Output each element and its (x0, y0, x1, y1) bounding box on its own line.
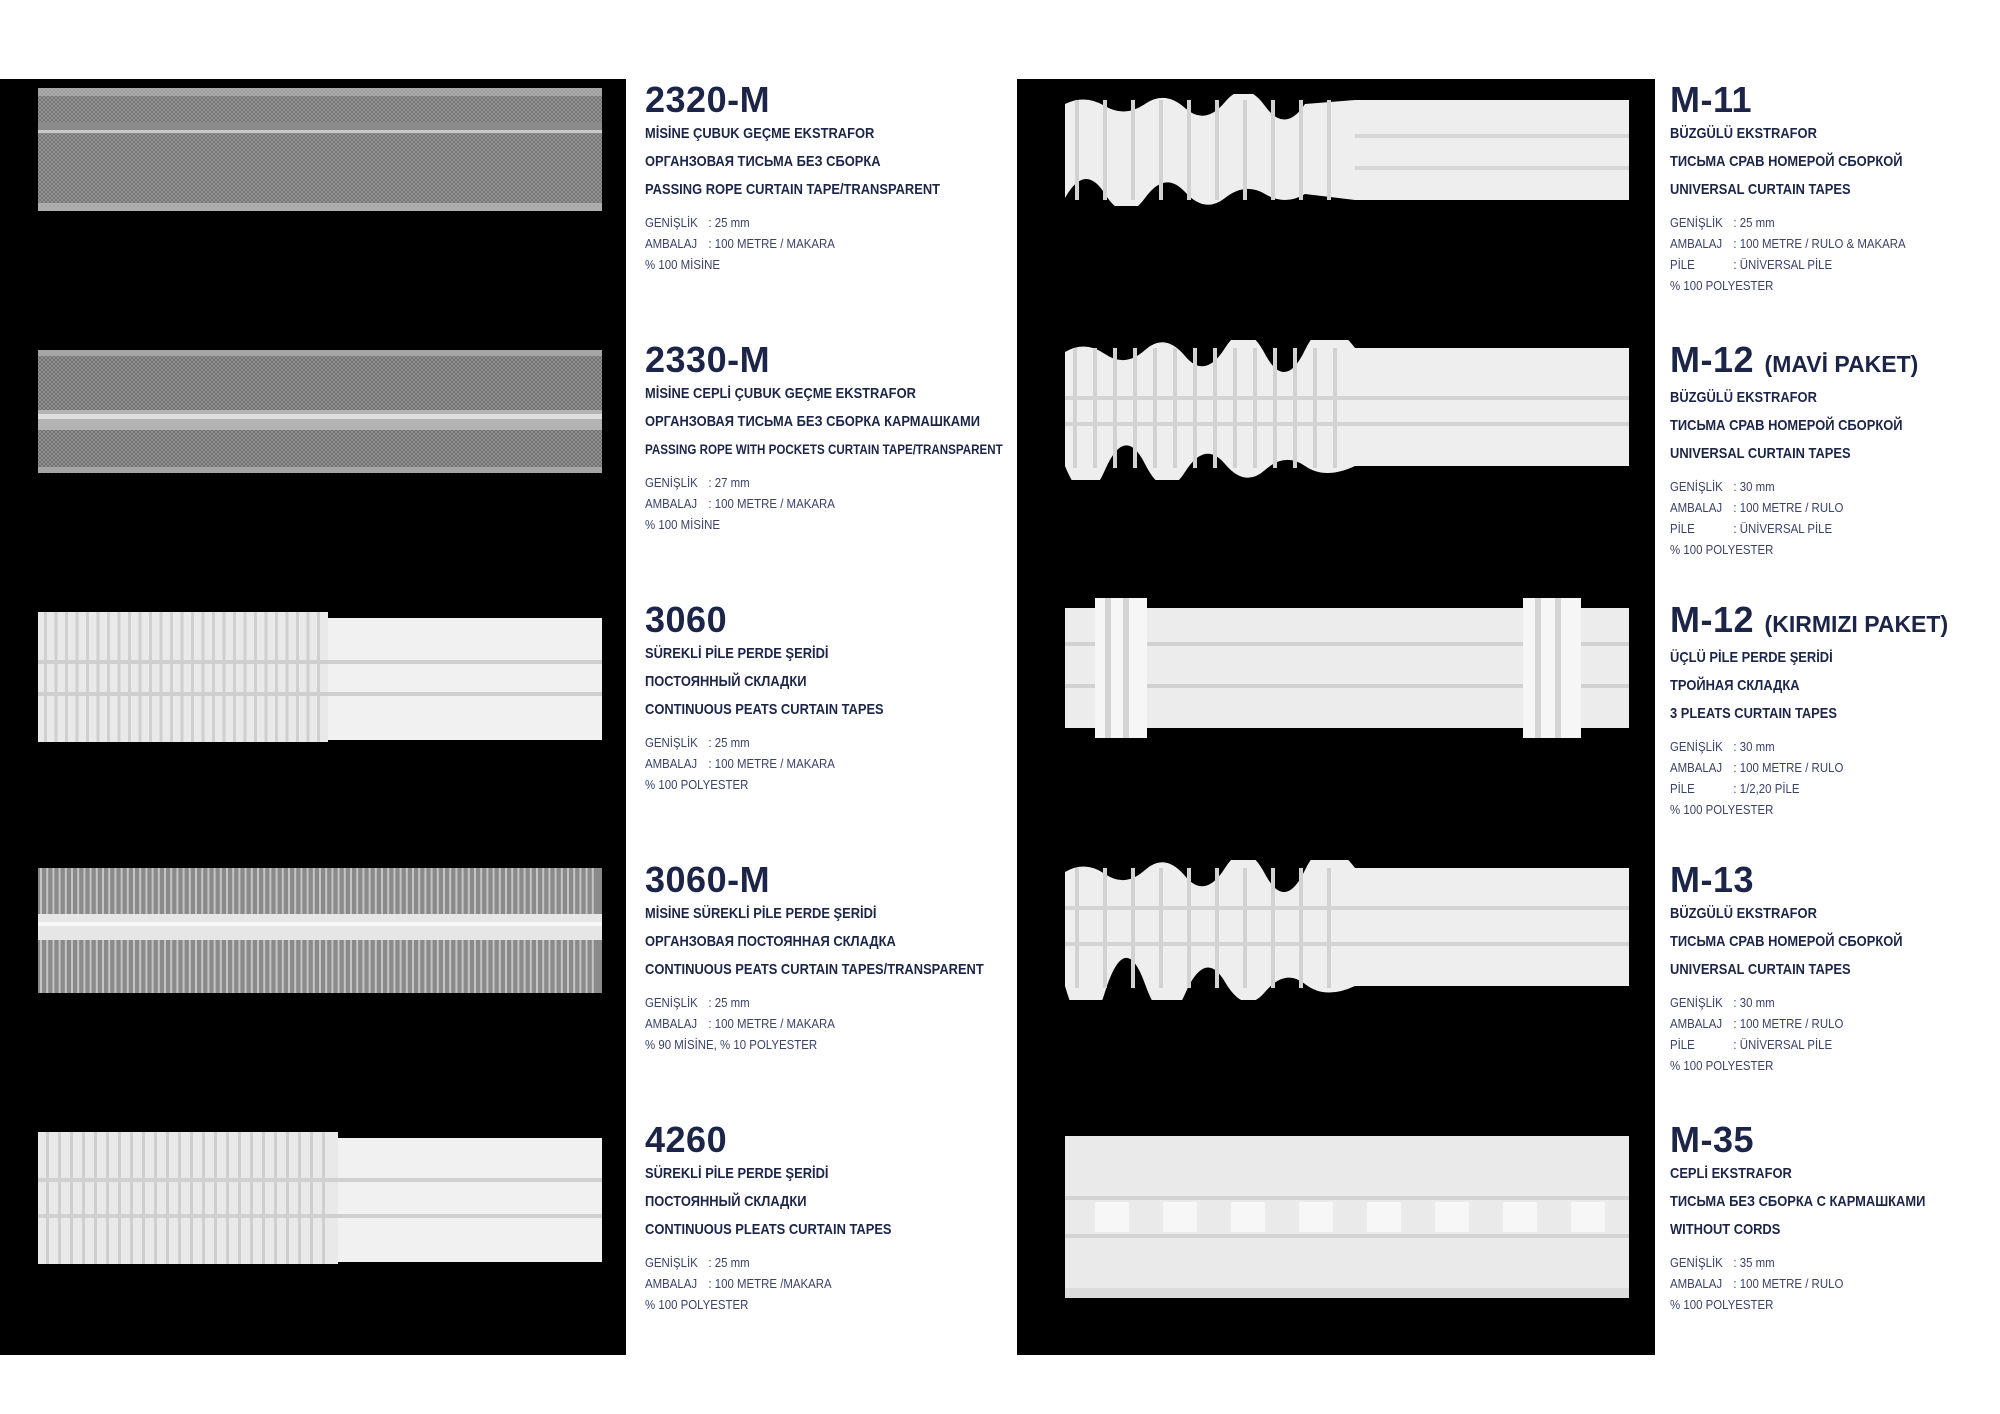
desc-english: PASSING ROPE CURTAIN TAPE/TRANSPARENT (645, 181, 941, 198)
desc-english: CONTINUOUS PLEATS CURTAIN TAPES (645, 1221, 892, 1238)
desc-english: CONTINUOUS PEATS CURTAIN TAPES (645, 701, 884, 718)
product-4260 (645, 1120, 985, 1315)
spec-packaging: AMBALAJ : 100 METRE / RULO & MAKARA (1670, 236, 1906, 251)
product-3060 (645, 600, 985, 795)
product-code: 3060-M (645, 859, 771, 900)
desc-english: 3 PLEATS CURTAIN TAPES (1670, 705, 1838, 722)
product-m-12-kirmizi (1670, 600, 2000, 820)
package-color-label: (KIRMIZI PAKET) (1764, 611, 1949, 637)
tape-image-m-12-mavi (1065, 340, 1629, 480)
spec-packaging: AMBALAJ : 100 METRE /MAKARA (645, 1276, 832, 1291)
desc-turkish: MİSİNE CEPLİ ÇUBUK GEÇME EKSTRAFOR (645, 385, 916, 402)
spec-width: GENİŞLİK : 25 mm (645, 995, 750, 1010)
spec-list (645, 1252, 985, 1315)
tape-image-2320-m (38, 88, 602, 211)
product-2320-m (645, 80, 985, 275)
desc-english: UNIVERSAL CURTAIN TAPES (1670, 445, 1851, 462)
desc-russian: ТИСЬМА БЕЗ СБОРКА С КАРМАШКАМИ (1670, 1193, 1926, 1210)
tape-image-m-12-kirmizi (1065, 598, 1629, 738)
spec-width: GENİŞLİK : 30 mm (1670, 995, 1775, 1010)
tape-image-2330-m (38, 350, 602, 473)
spec-width: GENİŞLİK : 30 mm (1670, 739, 1775, 754)
spec-width: GENİŞLİK : 25 mm (1670, 215, 1775, 230)
tape-image-m-11 (1065, 94, 1629, 206)
spec-pleat: PİLE : 1/2,20 PİLE (1670, 781, 1800, 796)
product-code: M-11 (1670, 79, 1753, 120)
spec-list (1670, 736, 2000, 820)
spec-packaging: AMBALAJ : 100 METRE / MAKARA (645, 236, 835, 251)
spec-width: GENİŞLİK : 30 mm (1670, 479, 1775, 494)
spec-packaging: AMBALAJ : 100 METRE / MAKARA (645, 1016, 835, 1031)
spec-packaging: AMBALAJ : 100 METRE / RULO (1670, 1276, 1844, 1291)
product-3060-m (645, 860, 985, 1055)
desc-english: UNIVERSAL CURTAIN TAPES (1670, 181, 1851, 198)
desc-turkish: CEPLİ EKSTRAFOR (1670, 1165, 1792, 1182)
desc-english: UNIVERSAL CURTAIN TAPES (1670, 961, 1851, 978)
spec-pleat: PİLE : ÜNİVERSAL PİLE (1670, 257, 1833, 272)
spec-list (645, 472, 985, 535)
desc-turkish: SÜREKLİ PİLE PERDE ŞERİDİ (645, 645, 829, 662)
spec-material: % 100 POLYESTER (645, 777, 749, 792)
spec-width: GENİŞLİK : 25 mm (645, 215, 750, 230)
product-m-35 (1670, 1120, 2000, 1315)
desc-russian: ТИСЬМА СРАВ НОМЕРОЙ СБОРКОЙ (1670, 417, 1903, 434)
desc-russian: ТРОЙНАЯ СКЛАДКА (1670, 677, 1800, 694)
spec-width: GENİŞLİK : 27 mm (645, 475, 750, 490)
desc-russian: ПОСТОЯННЫЙ СКЛАДКИ (645, 1193, 807, 1210)
spec-packaging: AMBALAJ : 100 METRE / MAKARA (645, 756, 835, 771)
desc-turkish: MİSİNE ÇUBUK GEÇME EKSTRAFOR (645, 125, 875, 142)
desc-turkish: SÜREKLİ PİLE PERDE ŞERİDİ (645, 1165, 829, 1182)
product-code: 2320-M (645, 79, 771, 120)
desc-english: WITHOUT CORDS (1670, 1221, 1781, 1238)
spec-packaging: AMBALAJ : 100 METRE / RULO (1670, 760, 1844, 775)
spec-width: GENİŞLİK : 35 mm (1670, 1255, 1775, 1270)
spec-list (1670, 1252, 2000, 1315)
desc-english: CONTINUOUS PEATS CURTAIN TAPES/TRANSPARENT (645, 961, 984, 978)
desc-russian: ПОСТОЯННЫЙ СКЛАДКИ (645, 673, 807, 690)
spec-material: % 100 POLYESTER (1670, 802, 1774, 817)
desc-turkish: BÜZGÜLÜ EKSTRAFOR (1670, 905, 1817, 922)
tape-image-3060 (38, 608, 602, 748)
spec-pleat: PİLE : ÜNİVERSAL PİLE (1670, 521, 1833, 536)
desc-turkish: BÜZGÜLÜ EKSTRAFOR (1670, 389, 1817, 406)
spec-material: % 100 POLYESTER (645, 1297, 749, 1312)
product-code: M-12 (MAVİ PAKET) (1670, 339, 1919, 380)
desc-russian: ОРГАНЗОВАЯ ТИСЬМА БЕЗ СБОРКА (645, 153, 881, 170)
tape-image-4260 (38, 1128, 602, 1268)
desc-russian: ОРГАНЗОВАЯ ТИСЬМА БЕЗ СБОРКА КАРМАШКАМИ (645, 413, 981, 430)
spec-list (1670, 212, 2000, 296)
product-code: M-12 (KIRMIZI PAKET) (1670, 599, 1949, 640)
spec-packaging: AMBALAJ : 100 METRE / MAKARA (645, 496, 835, 511)
tape-image-m-35 (1065, 1136, 1629, 1298)
package-color-label: (MAVİ PAKET) (1764, 351, 1919, 377)
spec-width: GENİŞLİK : 25 mm (645, 1255, 750, 1270)
spec-material: % 90 MİSİNE, % 10 POLYESTER (645, 1037, 818, 1052)
desc-turkish: ÜÇLÜ PİLE PERDE ŞERİDİ (1670, 649, 1833, 666)
product-m-12-mavi (1670, 340, 2000, 560)
tape-image-3060-m (38, 868, 602, 993)
product-code: 2330-M (645, 339, 771, 380)
desc-english: PASSING ROPE WITH POCKETS CURTAIN TAPE/TRANSPARENT (645, 442, 1003, 457)
spec-pleat: PİLE : ÜNİVERSAL PİLE (1670, 1037, 1833, 1052)
spec-material: % 100 POLYESTER (1670, 1058, 1774, 1073)
spec-width: GENİŞLİK : 25 mm (645, 735, 750, 750)
spec-list (645, 732, 985, 795)
product-code: M-35 (1670, 1119, 1755, 1160)
spec-list (645, 212, 985, 275)
product-2330-m (645, 339, 1003, 535)
tape-image-m-13 (1065, 860, 1629, 1000)
product-code: M-13 (1670, 859, 1755, 900)
spec-material: % 100 POLYESTER (1670, 1297, 1774, 1312)
desc-russian: ТИСЬМА СРАВ НОМЕРОЙ СБОРКОЙ (1670, 153, 1903, 170)
spec-packaging: AMBALAJ : 100 METRE / RULO (1670, 1016, 1844, 1031)
desc-turkish: MİSİNE SÜREKLİ PİLE PERDE ŞERİDİ (645, 905, 877, 922)
spec-list (1670, 476, 2000, 560)
product-code: 3060 (645, 599, 728, 640)
product-m-11 (1670, 80, 2000, 296)
desc-russian: ТИСЬМА СРАВ НОМЕРОЙ СБОРКОЙ (1670, 933, 1903, 950)
spec-packaging: AMBALAJ : 100 METRE / RULO (1670, 500, 1844, 515)
spec-list (645, 992, 985, 1055)
product-m-13 (1670, 860, 2000, 1076)
spec-material: % 100 POLYESTER (1670, 278, 1774, 293)
desc-russian: ОРГАНЗОВАЯ ПОСТОЯННАЯ СКЛАДКА (645, 933, 896, 950)
spec-list (1670, 992, 2000, 1076)
product-code: 4260 (645, 1119, 728, 1160)
spec-material: % 100 POLYESTER (1670, 542, 1774, 557)
spec-material: % 100 MİSİNE (645, 517, 721, 532)
desc-turkish: BÜZGÜLÜ EKSTRAFOR (1670, 125, 1817, 142)
spec-material: % 100 MİSİNE (645, 257, 721, 272)
